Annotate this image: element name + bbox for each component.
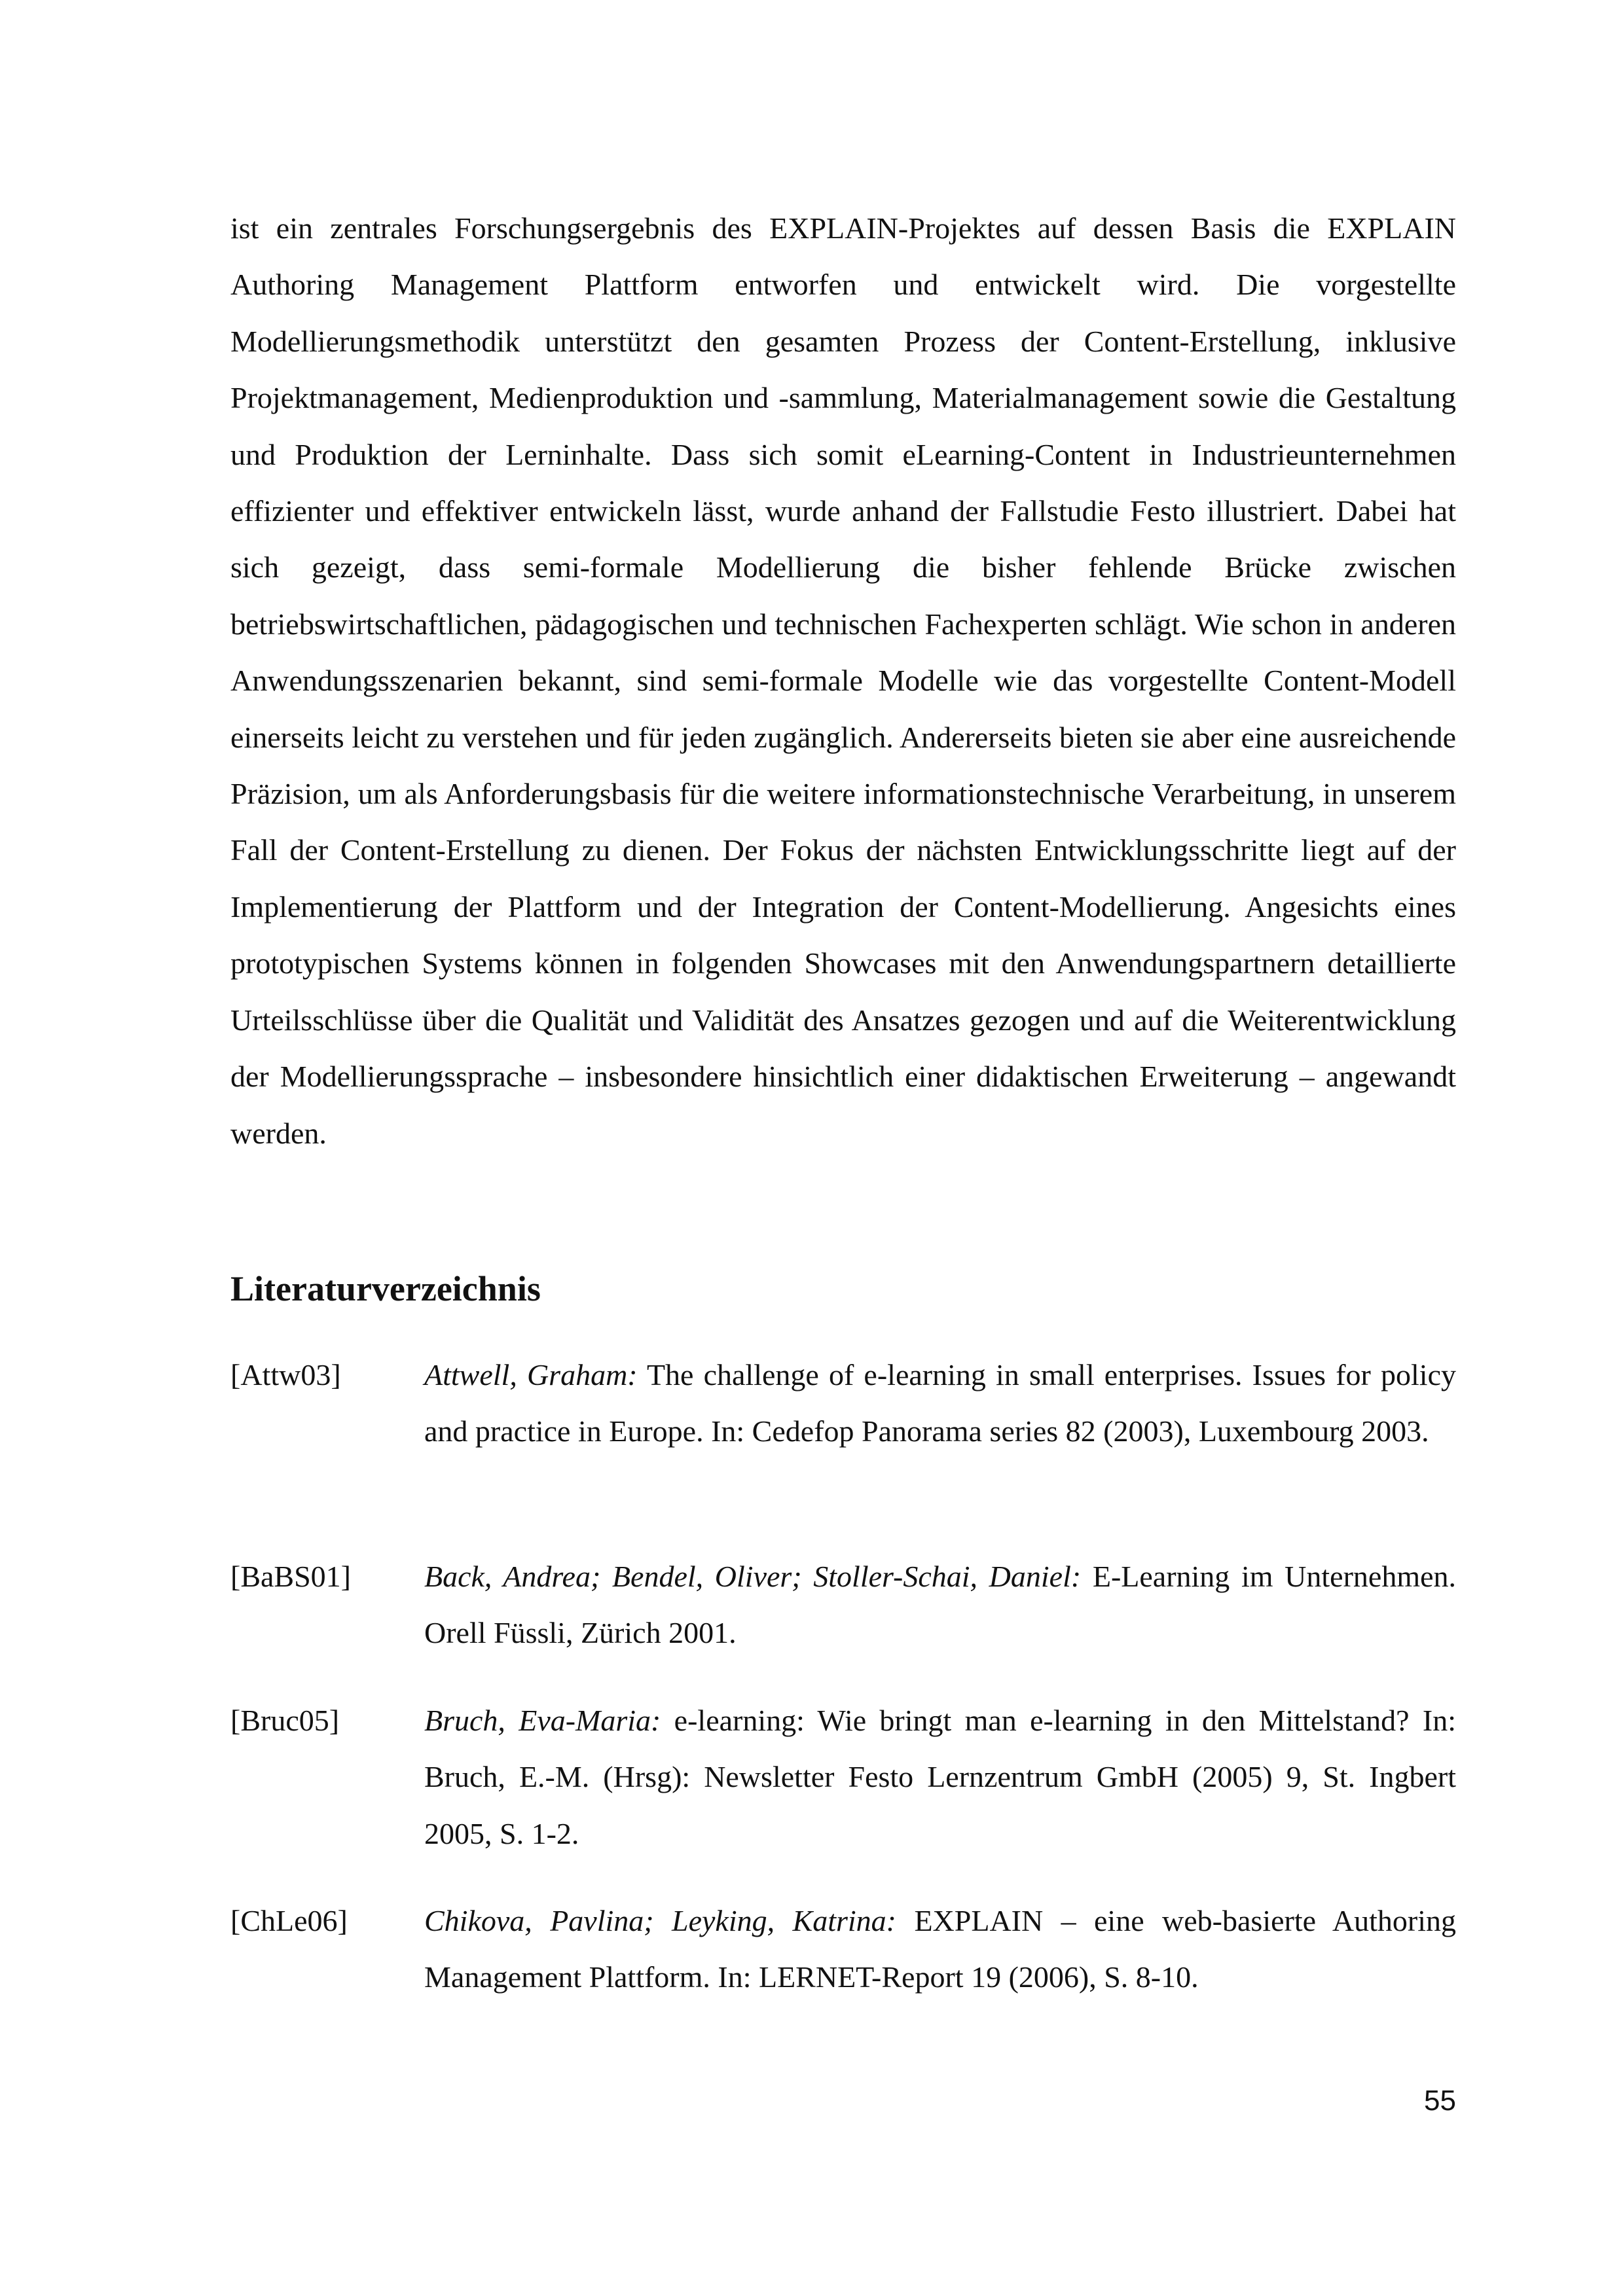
- page-number: 55: [1424, 2085, 1456, 2117]
- reference-authors: Back, Andrea; Bendel, Oliver; Stoller-Schai, Daniel:: [424, 1560, 1082, 1593]
- reference-details: The challenge of e-learning in small enterprises. Issues for policy and practice in Europe. In: Cedefop Panorama series 82 (2003), Luxembourg 2003.: [424, 1358, 1456, 1448]
- reference-entry-attw03: [230, 1347, 1456, 1460]
- reference-key: [Bruc05]: [230, 1704, 340, 1737]
- reference-body: [424, 1347, 1456, 1460]
- reference-body: [424, 1693, 1456, 1862]
- reference-details: e-learning: Wie bringt man e-learning in den Mittelstand? In: Bruch, E.-M. (Hrsg): Newsletter Festo Lernzentrum GmbH (2005) 9, St. Ingbert 2005, S. 1-2.: [424, 1704, 1456, 1850]
- reference-body: [424, 1893, 1456, 2006]
- reference-key: [BaBS01]: [230, 1560, 351, 1593]
- reference-key: [ChLe06]: [230, 1904, 348, 1937]
- reference-key: [Attw03]: [230, 1358, 341, 1391]
- reference-entry-babs01: [230, 1549, 1456, 1662]
- reference-authors: Chikova, Pavlina; Leyking, Katrina:: [424, 1904, 897, 1937]
- bibliography-heading: Literaturverzeichnis: [230, 1269, 541, 1308]
- reference-entry-chle06: [230, 1893, 1456, 2006]
- reference-entry-bruc05: [230, 1693, 1456, 1862]
- reference-details: E-Learning im Unternehmen. Orell Füssli, Zürich 2001.: [424, 1560, 1457, 1650]
- reference-authors: Bruch, Eva-Maria:: [424, 1704, 661, 1737]
- reference-body: [424, 1549, 1456, 1662]
- reference-details: EXPLAIN – eine web-basierte Authoring Management Plattform. In: LERNET-Report 19 (2006), S. 8-10.: [424, 1904, 1457, 1994]
- body-paragraph: ist ein zentrales Forschungsergebnis des EXPLAIN-Projektes auf dessen Basis die EXPLAIN Authoring Management Plattform entworfen und entwickelt wird. Die vorgestellte Modellierungsmethodik unterstützt den gesamten Prozess der Content-Erstellung, inklusive Projektmanagement, Medienproduktion und -sammlung, Materialmanagement sowie die Gestaltung und Produktion der Lerninhalte. Dass sich somit eLearning-Content in Industrieunternehmen effizienter und effektiver entwickeln lässt, wurde anhand der Fallstudie Festo illustriert. Dabei hat sich gezeigt, dass semi-formale Modellierung die bisher fehlende Brücke zwischen betriebswirtschaftlichen, pädagogischen und technischen Fachexperten schlägt. Wie schon in anderen Anwendungsszenarien bekannt, sind semi-formale Modelle wie das vorgestellte Content-Modell einerseits leicht zu verstehen und für jeden zugänglich. Andererseits bieten sie aber eine ausreichende Präzision, um als Anforderungsbasis für die weitere informationstechnische Verarbeitung, in unserem Fall der Content-Erstellung zu dienen. Der Fokus der nächsten Entwicklungsschritte liegt auf der Implementierung der Plattform und der Integration der Content-Modellierung. Angesichts eines prototypischen Systems können in folgenden Showcases mit den Anwendungspartnern detaillierte Urteilsschlüsse über die Qualität und Validität des Ansatzes gezogen und auf die Weiterentwicklung der Modellierungssprache – insbesondere hinsichtlich einer didaktischen Erweiterung – angewandt werden.: [230, 211, 1456, 1150]
- reference-authors: Attwell, Graham:: [424, 1358, 638, 1391]
